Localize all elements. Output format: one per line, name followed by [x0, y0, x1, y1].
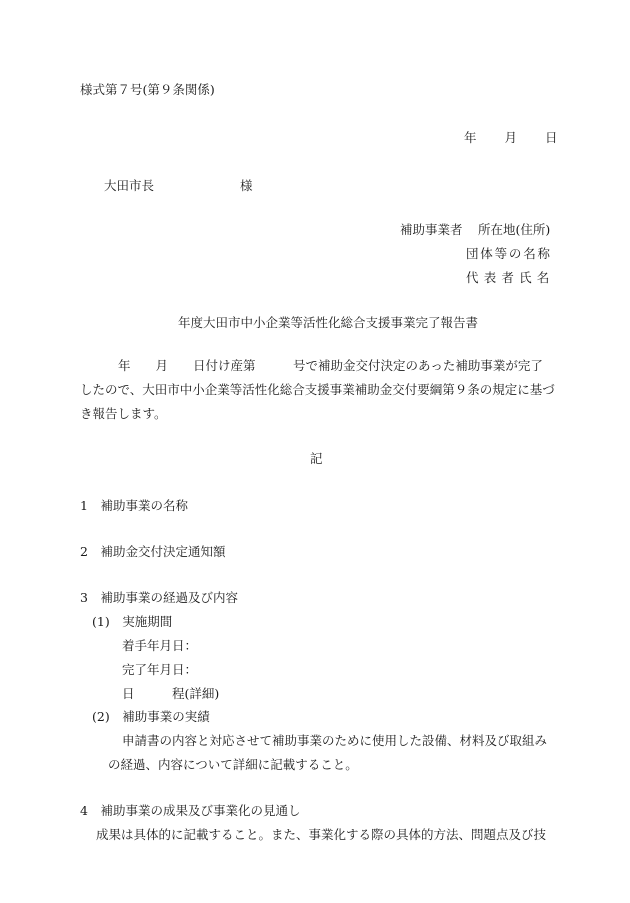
section-1-heading: 1 補助事業の名称 — [80, 498, 188, 513]
section-3-2-heading: (2) 補助事業の実績 — [92, 709, 210, 724]
intro-line-1: 年 月 日付け産第 号で補助金交付決定のあった補助事業が完了 — [118, 358, 543, 373]
section-2-heading: 2 補助金交付決定通知額 — [80, 544, 226, 559]
section-3-2-text-1: 申請書の内容と対応させて補助事業のために使用した設備、材料及び取組み — [122, 733, 548, 748]
applicant-org-label: 団体等の名称 — [466, 246, 552, 261]
applicant-rep-label: 代表者氏名 — [466, 270, 555, 285]
section-3-1-start-date: 着手年月日： — [122, 638, 198, 653]
addressee-name: 大田市長 — [104, 178, 155, 193]
section-3-1-heading: (1) 実施期間 — [92, 614, 173, 629]
section-4-text-1: 成果は具体的に記載すること。また、事業化する際の具体的方法、問題点及び技 — [96, 827, 547, 842]
section-3-1-schedule: 日 程(詳細) — [122, 686, 220, 701]
addressee-suffix: 様 — [240, 178, 253, 193]
section-3-1-end-date: 完了年月日： — [122, 662, 198, 677]
document-title: 年度大田市中小企業等活性化総合支援事業完了報告書 — [178, 315, 479, 330]
applicant-address-label: 所在地(住所) — [478, 222, 551, 237]
section-3-2-text-2: の経過、内容について詳細に記載すること。 — [108, 757, 358, 772]
form-number: 様式第７号(第９条関係) — [80, 82, 215, 97]
date-line: 年 月 日 — [464, 130, 559, 145]
intro-line-3: き報告します。 — [80, 406, 167, 421]
intro-line-2: したので、大田市中小企業等活性化総合支援事業補助金交付要綱第９条の規定に基づ — [80, 382, 555, 397]
intro-paragraph — [80, 354, 555, 426]
section-4-heading: 4 補助事業の成果及び事業化の見通し — [80, 803, 301, 818]
section-3-heading: 3 補助事業の経過及び内容 — [80, 590, 238, 605]
applicant-role-label: 補助事業者 — [400, 222, 463, 237]
ki-heading: 記 — [310, 451, 323, 466]
